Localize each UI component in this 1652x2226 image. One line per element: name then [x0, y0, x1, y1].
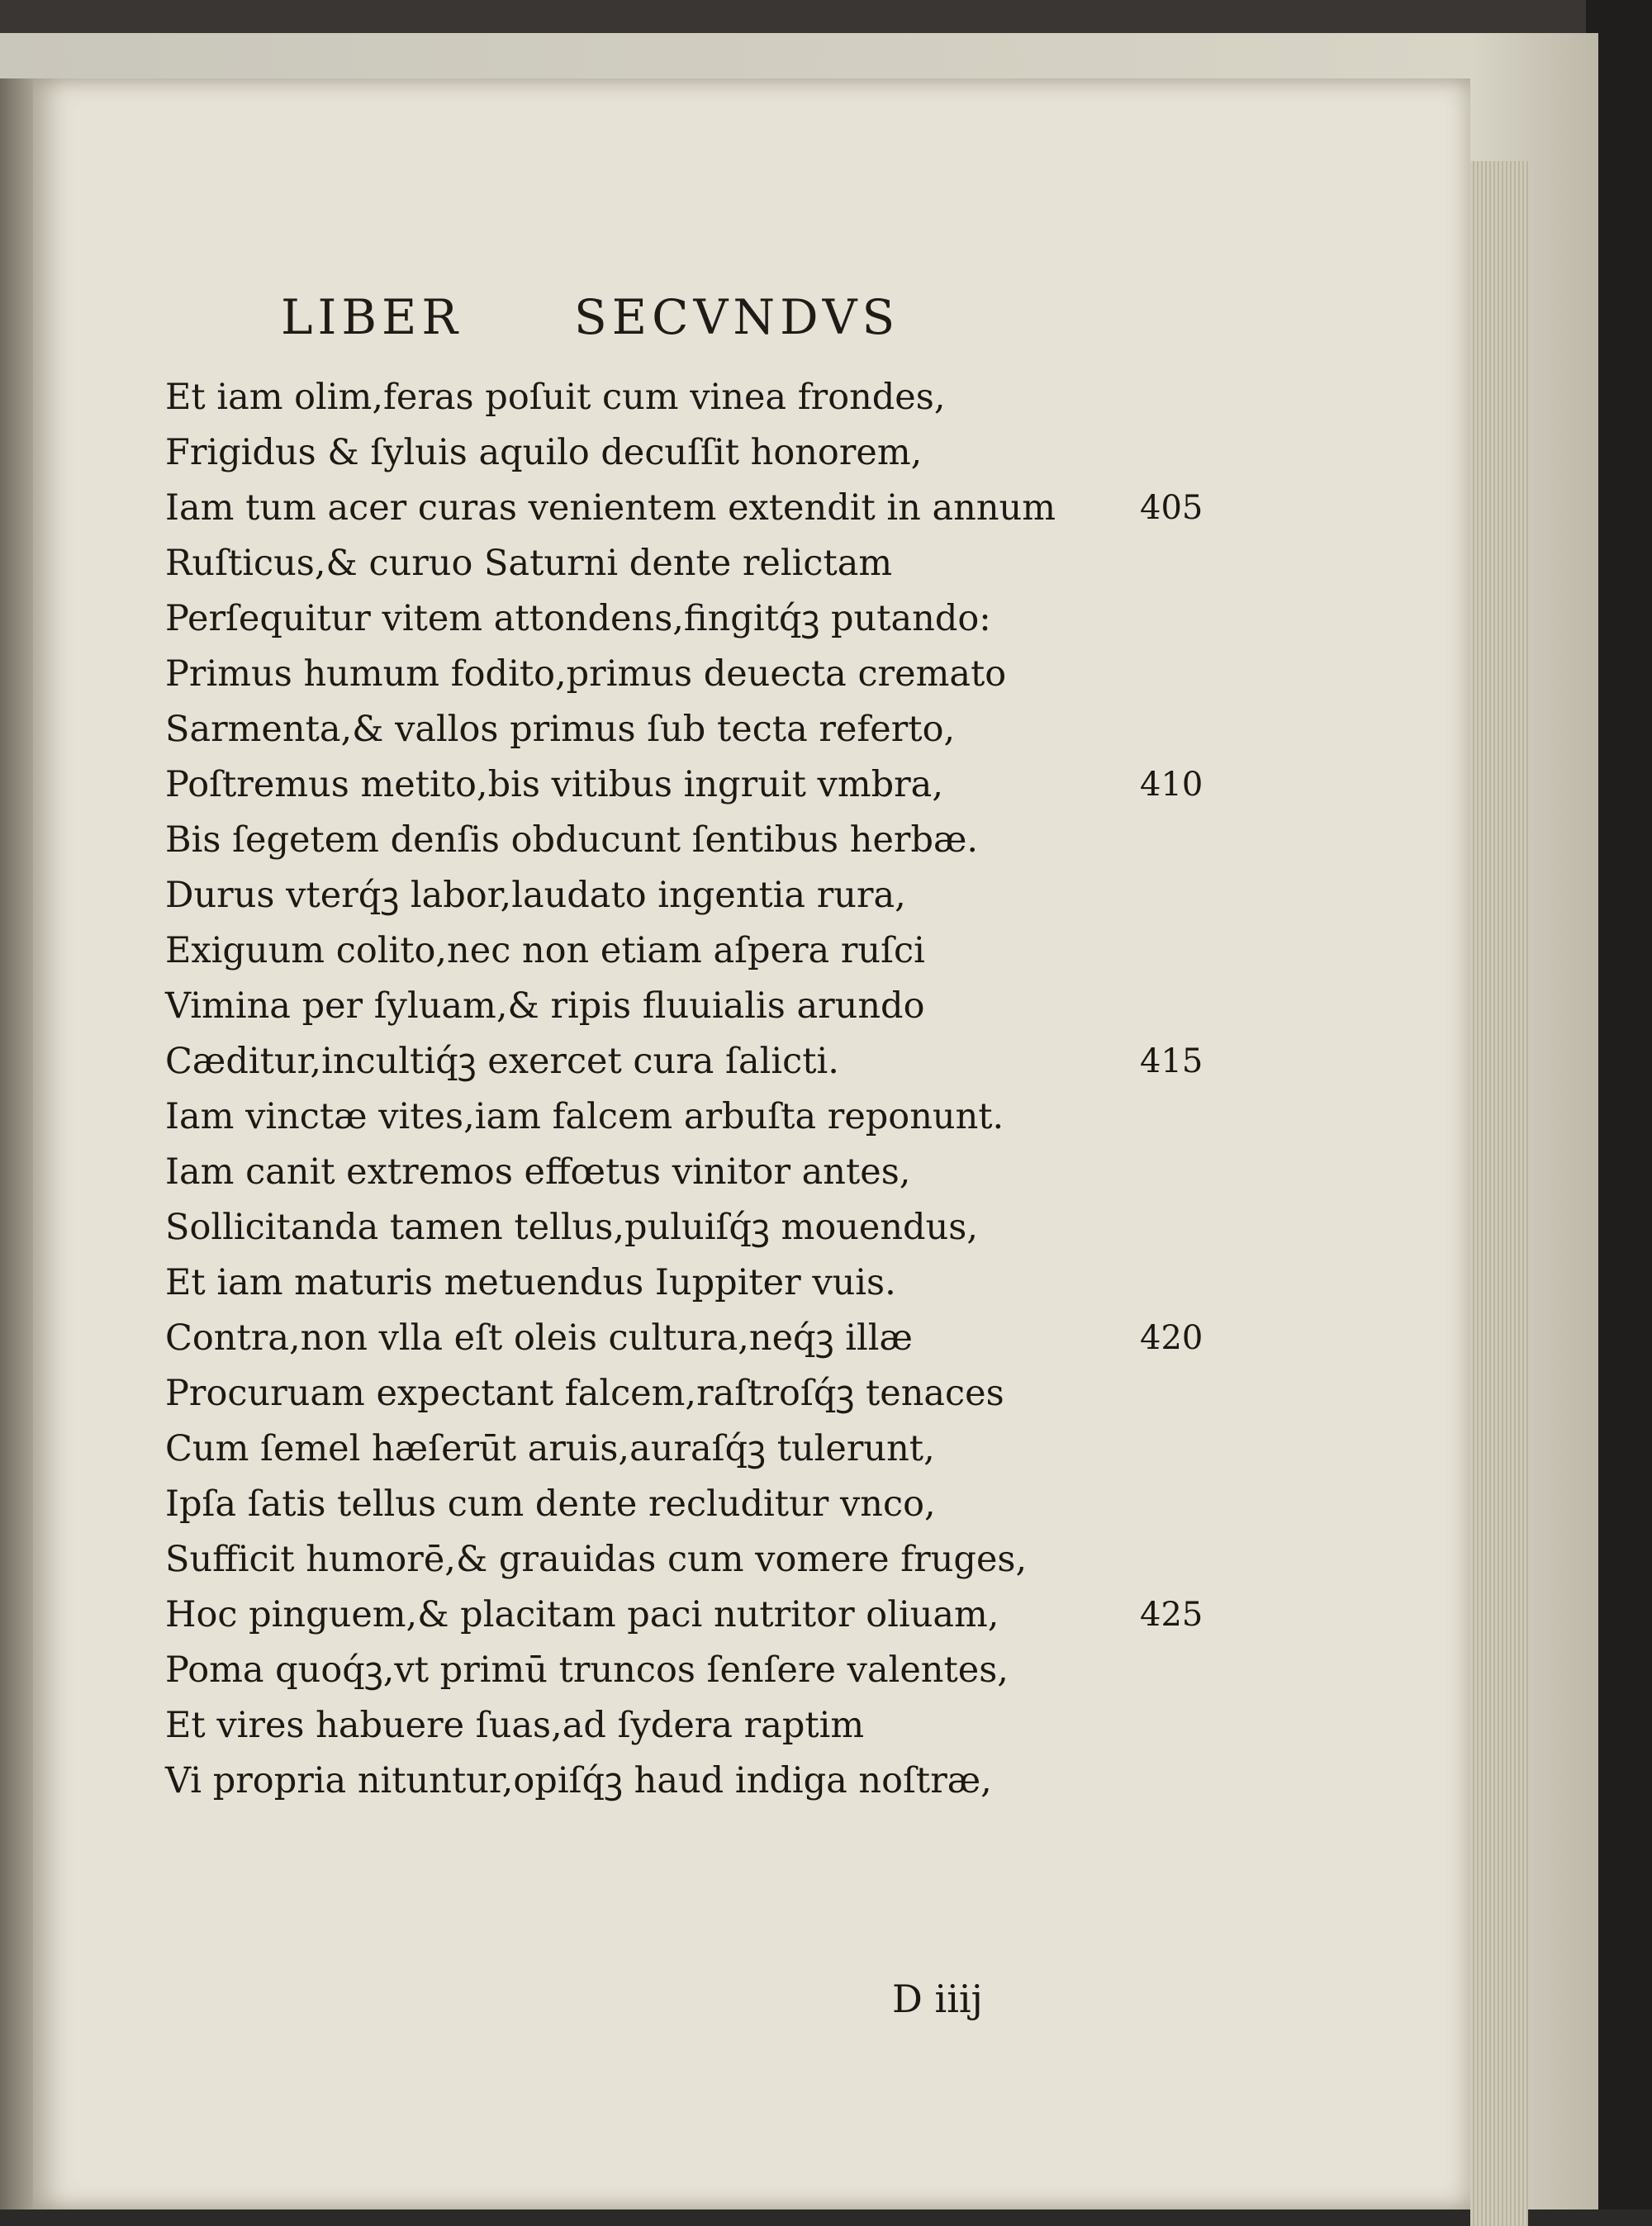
- verse-line: Primus humum fodito,primus deuecta cremato: [165, 653, 1007, 695]
- verse-line: Procuruam expectant falcem,raſtroſq́ꝫ tenaces: [165, 1373, 1004, 1414]
- verse-line: Sarmenta,& vallos primus ſub tecta referto,: [165, 709, 956, 750]
- line-number: 410: [1140, 766, 1203, 804]
- verse-line: Poſtremus metito,bis vitibus ingruit vmbra,: [165, 764, 943, 805]
- verse-line: Iam canit extremos effœtus vinitor antes,: [165, 1151, 911, 1193]
- verse-line: Et iam olim,feras poſuit cum vinea frondes,: [165, 377, 946, 418]
- signature-mark: D iiij: [892, 1977, 983, 2021]
- verse-line: Vimina per ſyluam,& ripis fluuialis arundo: [165, 985, 925, 1027]
- verse-line: Ruſticus,& curuo Saturni dente relictam: [165, 543, 893, 584]
- verse-line: Poma quoq́ꝫ,vt primū truncos ſenſere valentes,: [165, 1649, 1009, 1691]
- verse-line: Vi propria nituntur,opiſq́ꝫ haud indiga noſtræ,: [165, 1760, 992, 1801]
- verse-line: Sollicitanda tamen tellus,puluiſq́ꝫ mouendus,: [165, 1207, 978, 1248]
- verse-line: Et vires habuere ſuas,ad ſydera raptim: [165, 1705, 865, 1746]
- verse-line: Bis ſegetem denſis obducunt ſentibus herbæ.: [165, 819, 979, 861]
- running-head-left: LIBER: [281, 289, 463, 345]
- line-number: 415: [1140, 1042, 1203, 1080]
- verse-line: Exiguum colito,nec non etiam aſpera ruſci: [165, 930, 925, 971]
- verse-line: Cum ſemel hæſerūt aruis,auraſq́ꝫ tulerunt,: [165, 1428, 935, 1469]
- running-head: [281, 289, 942, 355]
- verse-line: Sufficit humorē,& grauidas cum vomere fruges,: [165, 1539, 1028, 1580]
- verse-line: Ipſa ſatis tellus cum dente recluditur vnco,: [165, 1483, 936, 1525]
- verse-line: Durus vterq́ꝫ labor,laudato ingentia rura,: [165, 875, 906, 916]
- verse-line: Iam vinctæ vites,iam falcem arbuſta reponunt.: [165, 1096, 1004, 1137]
- page-fore-edge: [1470, 161, 1528, 2226]
- running-head-right: SECVNDVS: [574, 289, 900, 345]
- verse-line: Cæditur,incultiq́ꝫ exercet cura ſalicti.: [165, 1041, 839, 1082]
- verse-line: Contra,non vlla eſt oleis cultura,neq́ꝫ illæ: [165, 1317, 913, 1359]
- facing-page-edge: [0, 78, 33, 2209]
- verse-line: Et iam maturis metuendus Iuppiter vuis.: [165, 1262, 896, 1303]
- book-page: [33, 78, 1470, 2209]
- verse-line: Hoc pinguem,& placitam paci nutritor oliuam,: [165, 1594, 999, 1635]
- line-number: 420: [1140, 1319, 1203, 1357]
- line-number: 425: [1140, 1596, 1203, 1634]
- verse-line: Perſequitur vitem attondens,fingitq́ꝫ putando:: [165, 598, 991, 639]
- line-number: 405: [1140, 489, 1203, 527]
- verse-line: Frigidus & ſyluis aquilo decuſſit honorem,: [165, 432, 923, 473]
- verse-line: Iam tum acer curas venientem extendit in annum: [165, 487, 1056, 529]
